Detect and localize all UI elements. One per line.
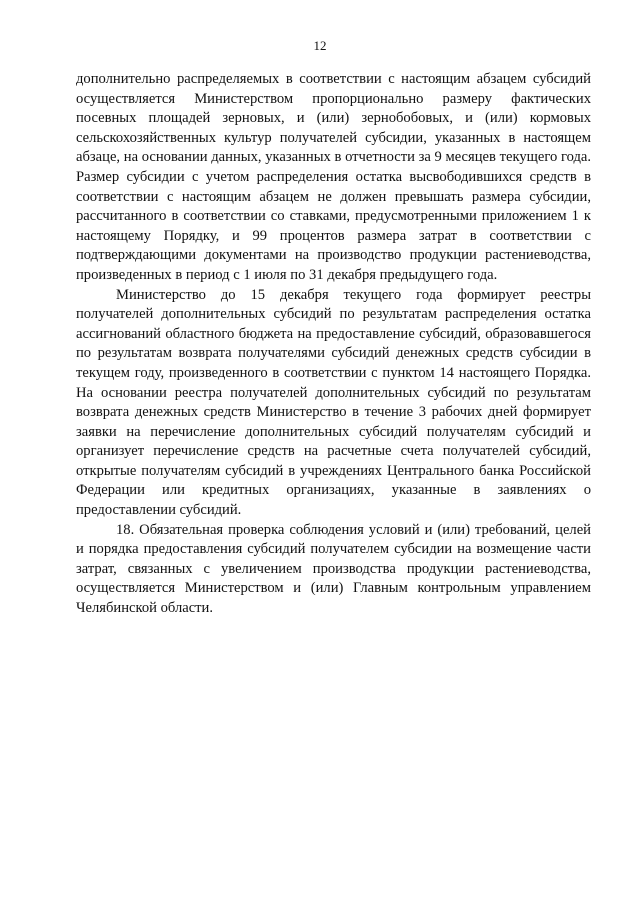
page-number: 12: [313, 38, 327, 53]
paragraph-item-18: 18. Обязательная проверка соблюдения условий и (или) требований, целей и порядка предоставления субсидий получателем субсидии на возмещение части затрат, связанных с увеличением производства продукции растениеводства, осуществляется Министерством и (или) Главным контрольным управлением Челябинской области.: [76, 521, 591, 617]
paragraph-continuation: дополнительно распределяемых в соответствии с настоящим абзацем субсидий осуществляется Министерством пропорционально размеру фактических посевных площадей зерновых, и (или) зернобобовых, и (или) кормовых сельскохозяйственных культур получателей субсидии, указанных в настоящем абзаце, на основании данных, указанных в отчетности за 9 месяцев текущего года. Размер субсидии с учетом распределения остатка высвободившихся средств в соответствии с настоящим абзацем не должен превышать размера субсидии, рассчитанного в соответствии со ставками, предусмотренными приложением 1 к настоящему Порядку, и 99 процентов размера затрат в соответствии с подтверждающими документами на производство продукции растениеводства, произведенных в период с 1 июля по 31 декабря предыдущего года.: [76, 71, 591, 283]
paragraph-registry: Министерство до 15 декабря текущего года формирует реестры получателей дополнительных субсидий по результатам распределения остатка ассигнований областного бюджета на предоставление субсидий, образовавшегося по результатам возврата получателями субсидий денежных средств субсидии в текущем году, произведенного в соответствии с пунктом 14 настоящего Порядка. На основании реестра получателей дополнительных субсидий по результатам возврата денежных средств Министерство в течение 3 рабочих дней формирует заявки на перечисление дополнительных субсидий получателям субсидий и организует перечисление средств на расчетные счета получателей субсидий, открытые получателям субсидий в учреждениях Центрального банка Российской Федерации или кредитных организациях, указанные в заявлениях о предоставлении субсидий.: [76, 286, 591, 519]
document-body: [76, 70, 591, 619]
